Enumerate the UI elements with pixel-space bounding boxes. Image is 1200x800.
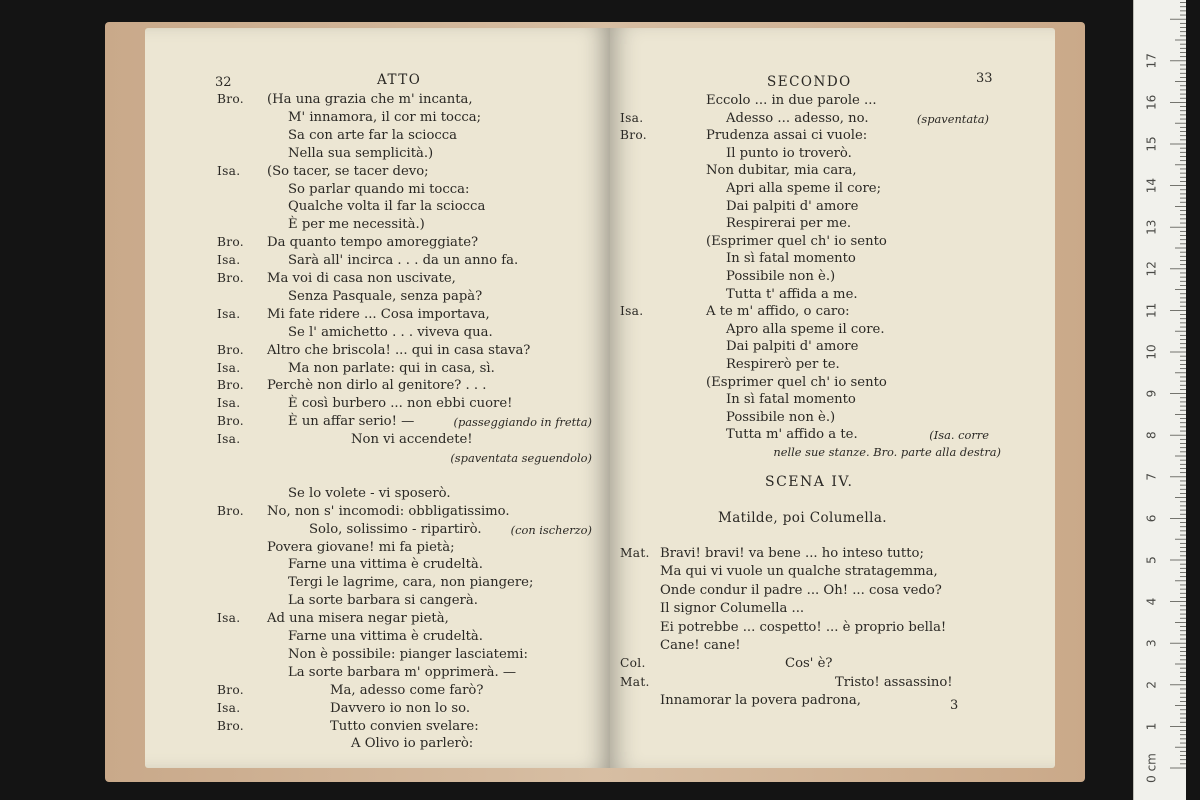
ruler-label: 2 [1144,680,1159,689]
stage-direction: (passeggiando in fretta) [453,415,592,430]
verse-line: (Esprimer quel ch' io sento [706,374,887,390]
verse-line: Se lo volete - vi sposerò. [288,485,451,501]
verse-line: A Olivo io parlerò: [351,736,474,752]
scene-title: SCENA IV. [765,474,854,490]
verse-line: Apro alla speme il core. [726,321,885,337]
running-header-right: SECONDO [767,74,852,90]
verse-line: Ma, adesso come farò? [330,682,484,698]
verse-line: Respirerai per me. [726,216,852,232]
speaker-label: Isa. [620,304,644,319]
ruler-label: 1 [1144,722,1159,731]
ruler-label: 13 [1144,219,1159,235]
stage-direction: (spaventata seguendolo) [450,451,592,465]
stage-direction: (spaventata) [916,111,989,126]
verse-line: In sì fatal momento [726,251,856,267]
ruler-label: 6 [1144,514,1159,523]
verse-line: Eccolo ... in due parole ... [706,93,877,108]
verse-line: Possibile non è.) [726,269,836,284]
speaker-label: Mat. [620,546,650,560]
verse-line: Onde condur il padre ... Oh! ... cosa vedo? [660,582,942,598]
verse-line: Cos' è? [785,656,833,672]
verse-line: Prudenza assai ci vuole: [706,128,868,144]
speaker-label: Isa. [217,611,241,626]
speaker-label: Isa. [217,163,241,178]
stage-direction-continued: nelle sue stanze. Bro. parte alla destra) [773,445,1001,459]
verse-line: Tutto convien svelare: [330,718,479,734]
verse-line: Bravi! bravi! va bene ... ho inteso tutto; [660,546,924,561]
verse-line: Il punto io troverò. [726,145,852,161]
running-header-left: ATTO [377,72,422,88]
speaker-label: Bro. [217,235,244,250]
verse-line: Apri alla speme il core; [726,181,882,196]
verse-line: Qualche volta il far la sciocca [288,199,486,215]
verse-line: Cane! cane! [660,638,741,653]
ruler-label: 5 [1144,556,1159,564]
verse-line: Non vi accendete! [351,432,473,448]
ruler-label: 11 [1144,302,1159,319]
verse-line: È un affar serio! — [288,414,415,430]
speaker-label: Bro. [217,342,244,357]
verse-line: Solo, solissimo - ripartirò. [309,521,482,537]
speaker-label: Isa. [217,700,241,715]
verse-line: So parlar quando mi tocca: [288,181,470,197]
verse-line: Davvero io non lo so. [330,700,471,716]
verse-line: Tutta t' affida a me. [726,286,858,302]
verse-line: Il signor Columella ... [660,601,805,617]
ruler-label: 17 [1144,53,1159,69]
speaker-label: Col. [620,656,646,671]
ruler-label: 8 [1144,431,1159,440]
speaker-label: Isa. [620,110,644,125]
verse-line: Non è possibile: pianger lasciatemi: [288,646,528,662]
measurement-ruler [1133,0,1186,800]
verse-line: Tristo! assassino! [835,674,953,690]
speaker-label: Bro. [217,682,244,697]
ruler-scale [1134,0,1186,800]
verse-line: Mi fate ridere ... Cosa importava, [267,306,490,322]
verse-line: Ma non parlate: qui in casa, sì. [288,360,495,376]
stage-direction: (con ischerzo) [510,522,592,537]
speaker-label: Mat. [620,674,650,689]
verse-line: Ma voi di casa non uscivate, [267,271,456,286]
verse-line: Nella sua semplicità.) [288,145,434,161]
verse-line: Dai palpiti d' amore [726,198,859,214]
verse-line: Sa con arte far la sciocca [288,127,458,143]
speaker-label: Isa. [217,396,241,411]
verse-line: Tutta m' affido a te. [726,427,858,443]
speaker-label: Isa. [217,432,241,447]
signature-mark: 3 [950,698,959,713]
right-page [610,28,1055,768]
ruler-label: 15 [1144,136,1159,152]
verse-line: Altro che briscola! ... qui in casa stava? [267,342,531,358]
speaker-label: Bro. [217,92,244,106]
speaker-label: Bro. [217,378,244,393]
verse-line: (Esprimer quel ch' io sento [706,233,887,249]
speaker-label: Isa. [217,306,241,321]
ruler-label: 7 [1144,472,1159,481]
speaker-label: Bro. [217,271,244,285]
verse-line: Tergi le lagrime, cara, non piangere; [288,575,534,591]
verse-line: Senza Pasquale, senza papà? [288,288,483,304]
verse-line: M' innamora, il cor mi tocca; [288,109,482,125]
ruler-label: 14 [1144,177,1159,194]
ruler-label: 0 cm [1144,753,1159,783]
verse-line: Dai palpiti d' amore [726,339,859,355]
verse-line: Da quanto tempo amoreggiate? [267,235,479,251]
verse-line: Adesso ... adesso, no. [726,110,869,126]
verse-line: Ei potrebbe ... cospetto! ... è proprio bella! [660,619,947,635]
ruler-label: 4 [1144,597,1159,606]
speaker-label: Isa. [217,253,241,268]
verse-line: È per me necessità.) [288,217,425,233]
verse-line: Ma qui vi vuole un qualche stratagemma, [660,564,938,580]
verse-line: Respirerò per te. [726,357,840,372]
ruler-label: 16 [1144,94,1159,111]
verse-line: Ad una misera negar pietà, [267,611,449,627]
verse-line: A te m' affido, o caro: [706,304,850,320]
verse-line: È così burbero ... non ebbi cuore! [288,396,513,412]
speaker-label: Bro. [217,503,244,518]
verse-line: La sorte barbara m' opprimerà. — [288,664,517,680]
page-number-left: 32 [215,75,232,90]
verse-line: La sorte barbara si cangerà. [288,593,478,609]
ruler-label: 9 [1144,389,1159,398]
verse-line: No, non s' incomodi: obbligatissimo. [267,503,510,519]
speaker-label: Bro. [217,414,244,429]
ruler-label: 12 [1144,261,1159,277]
stage-direction: (Isa. corre [929,428,989,443]
verse-line: Innamorar la povera padrona, [660,693,861,709]
verse-line: (Ha una grazia che m' incanta, [267,92,473,107]
verse-line: Se l' amichetto . . . viveva qua. [288,324,493,340]
verse-line: Sarà all' incirca . . . da un anno fa. [288,253,519,269]
ruler-label: 10 [1144,344,1159,360]
speaker-label: Bro. [217,718,244,733]
verse-line: Non dubitar, mia cara, [706,163,857,179]
verse-line: Povera giovane! mi fa pietà; [267,539,455,555]
verse-line: (So tacer, se tacer devo; [267,163,429,179]
page-number-right: 33 [976,71,993,86]
verse-line: Perchè non dirlo al genitore? . . . [267,378,487,394]
left-page [145,28,610,768]
verse-line: Possibile non è.) [726,409,836,425]
speaker-label: Bro. [620,128,647,143]
verse-line: Farne una vittima è crudeltà. [288,629,483,644]
ruler-label: 3 [1144,639,1159,648]
verse-line: Farne una vittima è crudeltà. [288,557,483,573]
verse-line: In sì fatal momento [726,392,856,408]
scene-cast: Matilde, poi Columella. [718,510,887,526]
speaker-label: Isa. [217,360,241,375]
